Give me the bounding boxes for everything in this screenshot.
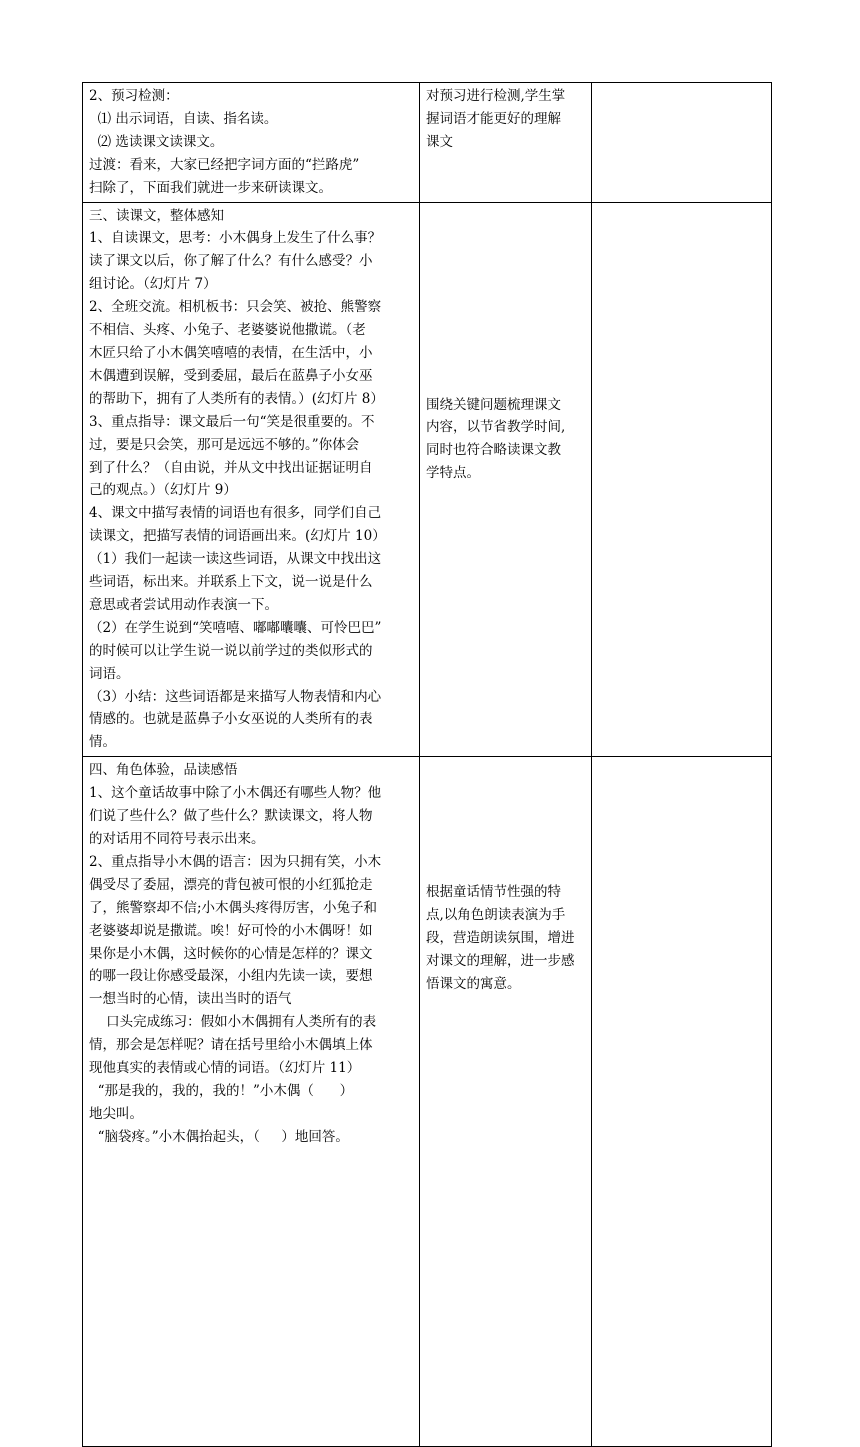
content-line: 2、预习检测： [89, 88, 179, 104]
content-line: （3）小结：这些词语都是来描写人物表情和内心 [89, 688, 382, 705]
design-intent-cell [420, 83, 592, 203]
content-line: 组讨论。（幻灯片 7） [89, 276, 217, 293]
content-line: 过渡：看来，大家已经把字词方面的“拦路虎” [89, 156, 360, 173]
content-line: 的帮助下，拥有了人类所有的表情。）(幻灯片 8） [89, 390, 384, 407]
content-line: （2）在学生说到“笑嘻嘻、嘟嘟囔囔、可怜巴巴” [89, 619, 382, 636]
lesson-plan-table [82, 82, 772, 1447]
content-line: 词语。 [89, 665, 130, 682]
content-line: 一想当时的心情，读出当时的语气 [89, 991, 292, 1008]
teaching-content-cell [83, 757, 420, 1447]
intent-line: 握词语才能更好的理解 [426, 110, 561, 127]
section-heading: 四、角色体验，品读感悟 [89, 762, 238, 779]
intent-line: 点,以角色朗读表演为手 [426, 907, 566, 924]
content-line: 口头完成练习：假如小木偶拥有人类所有的表 [89, 1014, 377, 1031]
notes-cell [592, 83, 772, 203]
content-line: ⑴ 出示词语，自读、指名读。 [89, 110, 278, 127]
design-intent-cell [420, 757, 592, 1447]
intent-line: 对课文的理解，进一步感 [426, 953, 575, 969]
teaching-content-cell [83, 83, 420, 203]
intent-line: 段，营造朗读氛围，增进 [426, 930, 575, 947]
content-line: 老婆婆却说是撒谎。唉！好可怜的小木偶呀！如 [89, 922, 373, 939]
content-line: 读了课文以后，你了解了什么？有什么感受？小 [89, 253, 373, 270]
content-line: 的时候可以让学生说一说以前学过的类似形式的 [89, 642, 373, 659]
intent-line: 根据童话情节性强的特 [426, 884, 561, 901]
section-heading: 三、读课文，整体感知 [89, 207, 224, 224]
table-row [83, 83, 772, 203]
intent-line: 课文 [426, 133, 453, 150]
intent-line: 围绕关键问题梳理课文 [426, 396, 561, 413]
content-line: 些词语，标出来。并联系上下文，说一说是什么 [89, 574, 373, 591]
content-line: 木偶遭到误解，受到委屈，最后在蓝鼻子小女巫 [89, 367, 373, 384]
design-intent-cell [420, 202, 592, 757]
content-line: 现他真实的表情或心情的词语。（幻灯片 11） [89, 1060, 361, 1077]
content-line: 木匠只给了小木偶笑嘻嘻的表情，在生活中，小 [89, 344, 373, 361]
content-line: 了，熊警察却不信;小木偶头疼得厉害，小兔子和 [89, 899, 378, 916]
content-line: 不相信、头疼、小兔子、老婆婆说他撒谎。（老 [89, 322, 366, 339]
table-row [83, 202, 772, 757]
content-line: 4、课文中描写表情的词语也有很多，同学们自己 [89, 505, 382, 522]
content-line: 1、这个童话故事中除了小木偶还有哪些人物？他 [89, 785, 382, 802]
content-line: 2、重点指导小木偶的语言：因为只拥有笑，小木 [89, 853, 382, 870]
content-line: 情。 [89, 734, 116, 751]
content-line: 到了什么？（自由说，并从文中找出证据证明自 [89, 459, 373, 476]
notes-cell [592, 202, 772, 757]
content-line: 1、自读课文，思考：小木偶身上发生了什么事？ [89, 230, 382, 247]
content-line: 偶受尽了委屈，漂亮的背包被可恨的小红狐抢走 [89, 876, 373, 893]
content-line: 的对话用不同符号表示出来。 [89, 831, 265, 847]
content-line: “脑袋疼。”小木偶抬起头，（ ）地回答。 [89, 1128, 349, 1145]
intent-line: 学特点。 [426, 465, 480, 482]
content-line: 情感的。也就是蓝鼻子小女巫说的人类所有的表 [89, 711, 373, 728]
content-line: 3、重点指导：课文最后一句“笑是很重要的。不 [89, 413, 375, 430]
content-line: 读课文，把描写表情的词语画出来。(幻灯片 10） [89, 528, 386, 545]
content-line: ⑵ 选读课文读课文。 [89, 133, 224, 150]
intent-line: 内容，以节省教学时间, [426, 419, 566, 436]
content-line: 的哪一段让你感受最深，小组内先读一读，要想 [89, 968, 373, 985]
content-line: 扫除了，下面我们就进一步来研读课文。 [89, 179, 332, 196]
content-line: “那是我的，我的，我的！”小木偶（ ） [89, 1082, 354, 1099]
intent-line: 同时也符合略读课文教 [426, 442, 561, 459]
content-line: 意思或者尝试用动作表演一下。 [89, 596, 278, 613]
intent-line: 对预习进行检测,学生掌 [426, 88, 566, 104]
content-line: 地尖叫。 [89, 1105, 143, 1122]
content-line: 2、全班交流。相机板书：只会笑、被抢、熊警察 [89, 299, 382, 316]
table-row [83, 757, 772, 1447]
content-line: 过，要是只会笑，那可是远远不够的。”你体会 [89, 436, 360, 453]
intent-line: 悟课文的寓意。 [426, 975, 521, 992]
content-line: 情，那会是怎样呢？请在括号里给小木偶填上体 [89, 1037, 373, 1054]
content-line: 们说了些什么？做了些什么？默读课文，将人物 [89, 808, 373, 825]
content-line: 己的观点。）（幻灯片 9） [89, 482, 237, 499]
content-line: 果你是小木偶，这时候你的心情是怎样的？课文 [89, 945, 373, 962]
teaching-content-cell [83, 202, 420, 757]
notes-cell [592, 757, 772, 1447]
content-line: （1）我们一起读一读这些词语，从课文中找出这 [89, 551, 382, 568]
